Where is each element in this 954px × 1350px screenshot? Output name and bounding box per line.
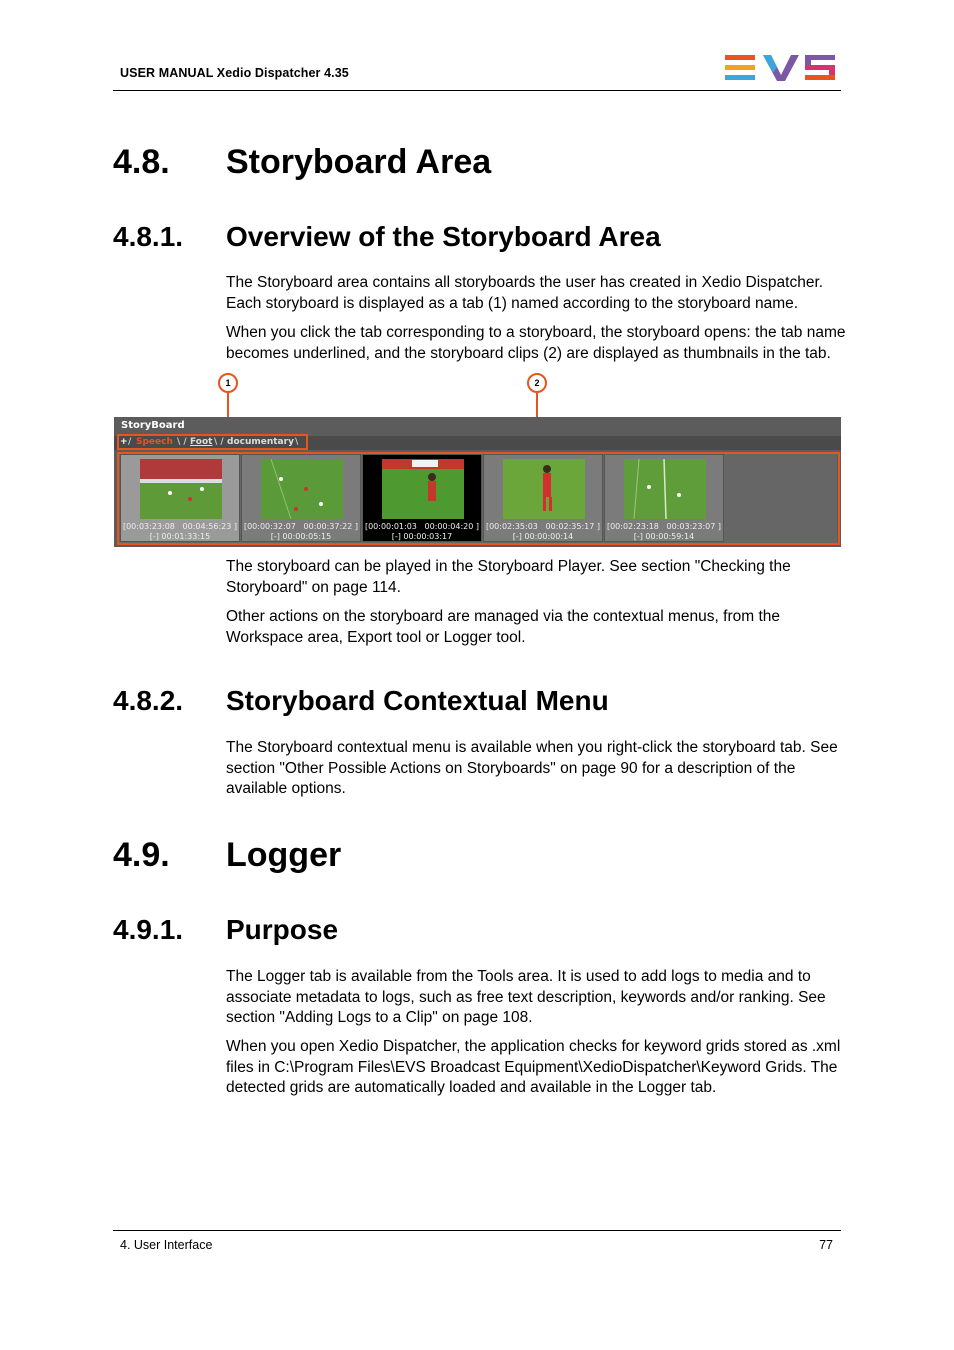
paragraph: When you open Xedio Dispatcher, the application checks for keyword grids stored as .xml files in C:\Program Files\EVS Broadcast Equipment\XedioDispatcher\Keyword Grids. The detected grids are automatically loaded and available in the Logger tab. [226, 1038, 841, 1096]
paragraph: Other actions on the storyboard are managed via the contextual menus, from the Workspace area, Export tool or Logger tool. [226, 608, 781, 646]
add-tab-button[interactable]: + [120, 437, 128, 447]
tab-separator: \ / [177, 437, 187, 447]
clip-duration: [-] 00:00:59:14 [633, 532, 695, 541]
callout-2: 2 [527, 373, 547, 393]
tab-separator: \ / [214, 437, 224, 447]
tab-highlight-frame [117, 434, 308, 450]
paragraph: The Storyboard area contains all storyboards the user has created in Xedio Dispatcher. Each storyboard is displayed as a tab (1) named according to the storyboard name. [226, 274, 824, 312]
clip-timecodes: [00:00:32:07 00:00:37:22 ] [243, 522, 359, 531]
clip-timecodes: [00:00:01:03 00:00:04:20 ] [364, 522, 480, 531]
clip-duration: [-] 00:00:03:17 [391, 532, 453, 541]
tab-separator: / [128, 437, 132, 447]
clips-highlight-frame [117, 452, 840, 545]
storyboard-panel [114, 417, 841, 547]
paragraph: The storyboard can be played in the Storyboard Player. See section "Checking the Storyboard" on page 114. [226, 558, 791, 596]
footer-rule [113, 1230, 841, 1231]
header-rule [113, 90, 841, 91]
page-number: 77 [819, 1238, 833, 1252]
clip-duration: [-] 00:00:05:15 [270, 532, 332, 541]
clip-timecodes: [00:02:23:18 00:03:23:07 ] [606, 522, 722, 531]
tab-foot[interactable]: Foot [190, 437, 213, 447]
clip-duration: [-] 00:00:00:14 [512, 532, 574, 541]
paragraph: The Logger tab is available from the Tools area. It is used to add logs to media and to associate metadata to logs, such as free text description, keywords and/or ranking. See section "Adding Logs to a Clip" on page 108. [226, 968, 826, 1026]
clip-timecodes: [00:02:35:03 00:02:35:17 ] [485, 522, 601, 531]
footer-chapter: 4. User Interface [120, 1238, 213, 1252]
callout-1: 1 [218, 373, 238, 393]
tab-speech[interactable]: Speech [136, 437, 173, 447]
evs-logo [725, 53, 835, 83]
clip-timecodes: [00:03:23:08 00:04:56:23 ] [122, 522, 238, 531]
tab-separator: \ [295, 437, 299, 447]
storyboard-panel-title: StoryBoard [121, 420, 185, 431]
manual-title: USER MANUAL Xedio Dispatcher 4.35 [120, 66, 349, 80]
paragraph: When you click the tab corresponding to a storyboard, the storyboard opens: the tab name becomes underlined, and the storyboard clips (2) are displayed as thumbnails in the tab. [226, 324, 846, 362]
tab-documentary[interactable]: documentary [227, 437, 294, 447]
paragraph: The Storyboard contextual menu is available when you right-click the storyboard tab. See section "Other Possible Actions on Storyboards" on page 90 for a description of the available options. [226, 739, 838, 797]
clip-duration: [-] 00:01:33:15 [149, 532, 211, 541]
